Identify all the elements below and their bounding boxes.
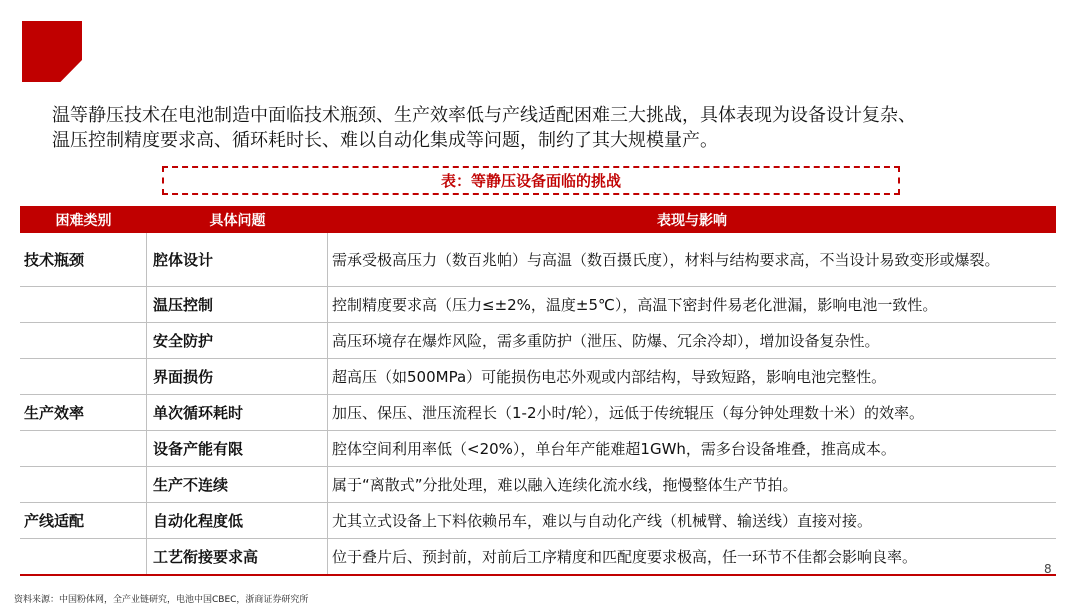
row-effect: 腔体空间利用率低（<20%），单台年产能难超1GWh，需多台设备堆叠，推高成本。 — [332, 439, 896, 458]
row-issue: 设备产能有限 — [147, 431, 328, 466]
row-category — [20, 359, 147, 394]
intro-line-1: 温等静压技术在电池制造中面临技术瓶颈、生产效率低与产线适配困难三大挑战，具体表现为设备设计复杂、 — [52, 105, 916, 126]
row-issue: 界面损伤 — [147, 359, 328, 394]
row-category — [20, 431, 147, 466]
row-effect: 加压、保压、泄压流程长（1-2小时/轮），远低于传统辊压（每分钟处理数十米）的效率。 — [332, 403, 925, 422]
row-category — [20, 323, 147, 358]
row-issue: 工艺衔接要求高 — [147, 539, 328, 574]
table-caption: 表：等静压设备面临的挑战 — [162, 166, 900, 195]
table-row — [20, 233, 1056, 287]
row-issue: 自动化程度低 — [147, 503, 328, 538]
row-effect: 属于“离散式”分批处理，难以融入连续化流水线，拖慢整体生产节拍。 — [332, 475, 798, 494]
table-row — [20, 395, 1056, 431]
table-row — [20, 287, 1056, 323]
header-effect: 表现与影响 — [657, 212, 727, 229]
intro-line-2: 温压控制精度要求高、循环耗时长、难以自动化集成等问题，制约了其大规模量产。 — [52, 130, 718, 151]
table-row — [20, 359, 1056, 395]
row-issue: 温压控制 — [147, 287, 328, 322]
intro-paragraph — [52, 103, 1052, 153]
row-issue: 腔体设计 — [147, 233, 328, 286]
brand-corner-mark — [22, 21, 82, 82]
challenges-table — [20, 206, 1056, 576]
row-category — [20, 539, 147, 574]
table-row — [20, 503, 1056, 539]
row-issue: 安全防护 — [147, 323, 328, 358]
header-issue: 具体问题 — [209, 212, 266, 229]
row-category — [20, 287, 147, 322]
row-category: 技术瓶颈 — [20, 233, 147, 286]
row-category: 产线适配 — [20, 503, 147, 538]
table-row — [20, 539, 1056, 576]
table-row — [20, 323, 1056, 359]
row-effect: 位于叠片后、预封前，对前后工序精度和匹配度要求极高，任一环节不佳都会影响良率。 — [332, 547, 918, 566]
row-category: 生产效率 — [20, 395, 147, 430]
table-header — [20, 206, 1056, 233]
row-issue: 单次循环耗时 — [147, 395, 328, 430]
source-note: 资料来源：中国粉体网，全产业链研究，电池中国CBEC，浙商证券研究所 — [14, 595, 309, 605]
row-effect: 需承受极高压力（数百兆帕）与高温（数百摄氏度），材料与结构要求高，不当设计易致变形或爆裂。 — [332, 250, 1000, 269]
row-effect: 超高压（如500MPa）可能损伤电芯外观或内部结构，导致短路，影响电池完整性。 — [332, 367, 887, 386]
page-number: 8 — [1044, 562, 1052, 576]
row-effect: 控制精度要求高（压力≤±2%，温度±5℃），高温下密封件易老化泄漏，影响电池一致性。 — [332, 295, 938, 314]
row-category — [20, 467, 147, 502]
table-row — [20, 431, 1056, 467]
row-effect: 尤其立式设备上下料依赖吊车，难以与自动化产线（机械臂、输送线）直接对接。 — [332, 511, 873, 530]
header-category: 困难类别 — [55, 212, 112, 229]
row-effect: 高压环境存在爆炸风险，需多重防护（泄压、防爆、冗余冷却），增加设备复杂性。 — [332, 331, 880, 350]
row-issue: 生产不连续 — [147, 467, 328, 502]
table-row — [20, 467, 1056, 503]
